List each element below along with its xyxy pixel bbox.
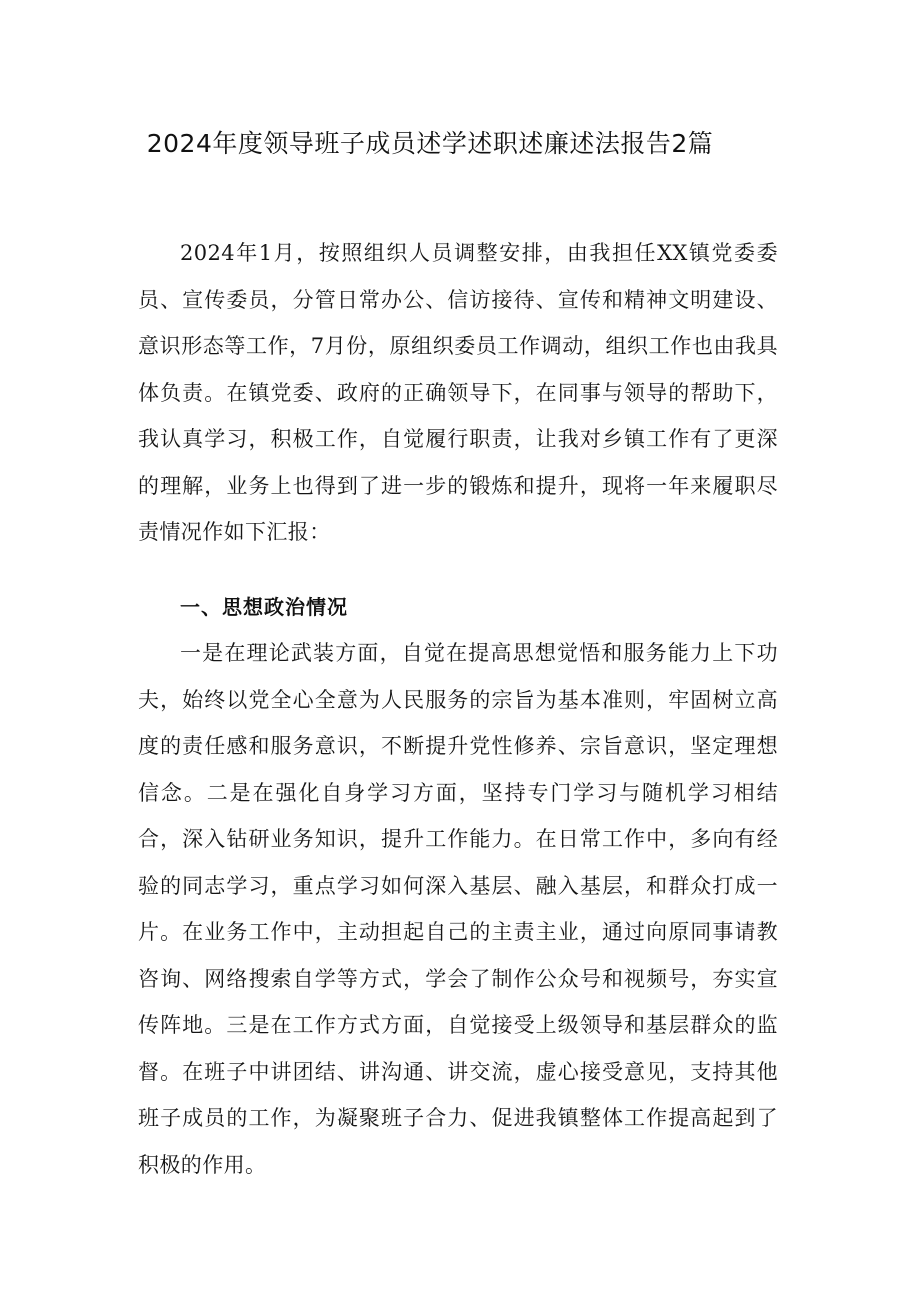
intro-paragraph: 2024年1月，按照组织人员调整安排，由我担任XX镇党委委员、宣传委员，分管日常办公、信访接待、宣传和精神文明建设、意识形态等工作，7月份，原组织委员工作调动，组织工作也由我具体负责。在镇党委、政府的正确领导下，在同事与领导的帮助下，我认真学习，积极工作，自觉履行职责，让我对乡镇工作有了更深的理解，业务上也得到了进一步的锻炼和提升，现将一年来履职尽责情况作如下汇报： <box>138 241 778 544</box>
section-heading-political-thought: 一、思想政治情况 <box>180 595 348 619</box>
section-paragraph-political-thought: 一是在理论武装方面，自觉在提高思想觉悟和服务能力上下功夫，始终以党全心全意为人民服务的宗旨为基本准则，牢固树立高度的责任感和服务意识，不断提升党性修养、宗旨意识，坚定理想信念。二是在强化自身学习方面，坚持专门学习与随机学习相结合，深入钻研业务知识，提升工作能力。在日常工作中，多向有经验的同志学习，重点学习如何深入基层、融入基层，和群众打成一片。在业务工作中，主动担起自己的主责主业，通过向原同事请教咨询、网络搜索自学等方式，学会了制作公众号和视频号，夯实宣传阵地。三是在工作方式方面，自觉接受上级领导和基层群众的监督。在班子中讲团结、讲沟通、讲交流，虚心接受意见，支持其他班子成员的工作，为凝聚班子合力、促进我镇整体工作提高起到了积极的作用。 <box>138 641 778 1177</box>
document-title: 2024年度领导班子成员述学述职述廉述法报告2篇 <box>146 129 714 158</box>
